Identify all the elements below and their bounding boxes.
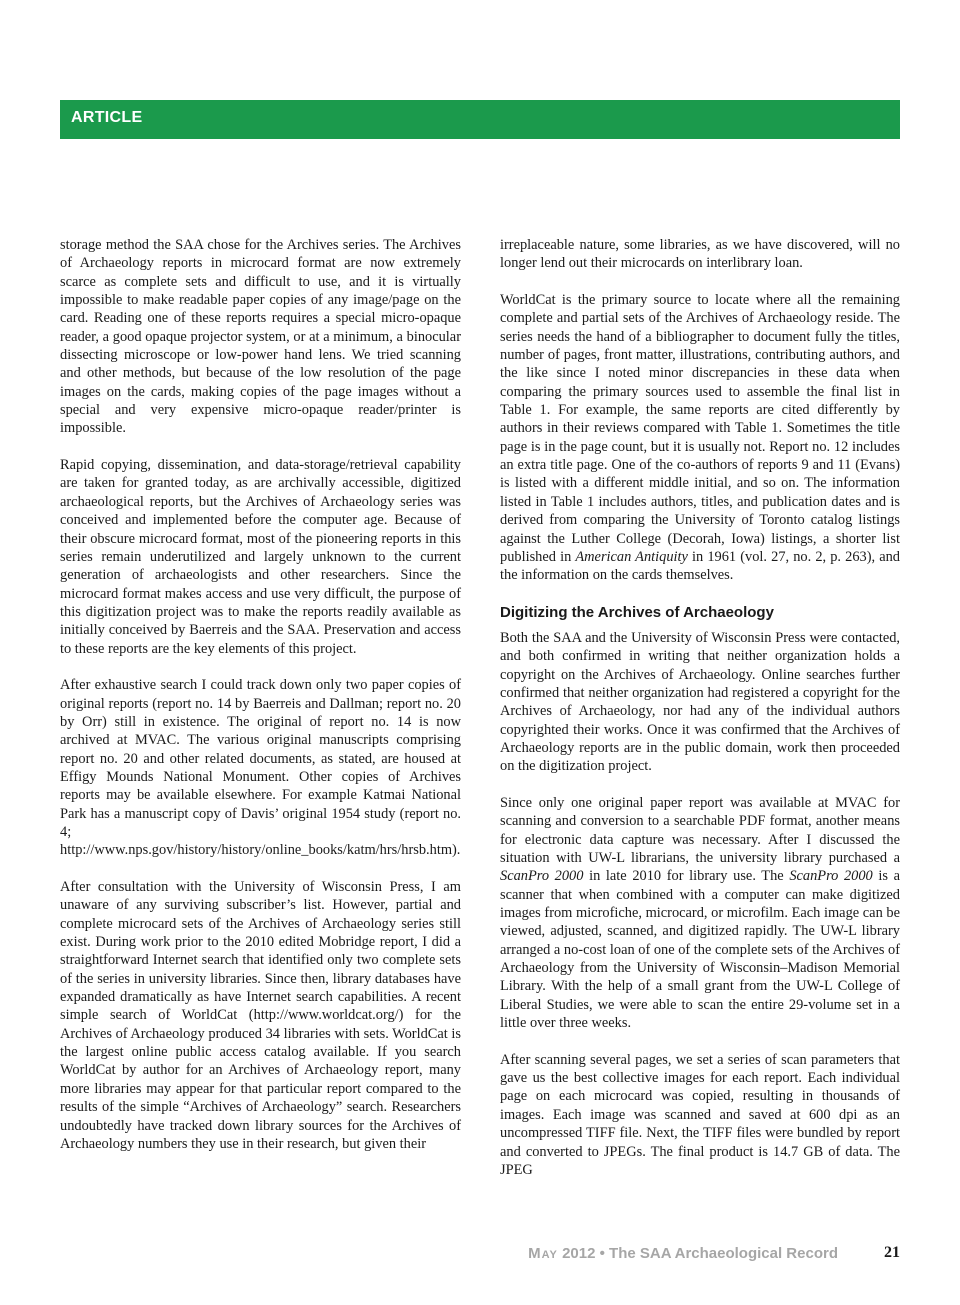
right-column	[500, 236, 900, 1198]
left-column	[60, 236, 461, 1172]
product-name: ScanPro 2000	[789, 868, 873, 885]
paragraph: Rapid copying, dissemination, and data-storage/retrieval capability are taken for granted today, as are archivally accessible, digitized archaeological reports, but the Archives of Archaeology series was conceived and implemented before the computer age. Because of their obscure microcard format, most of the pioneering reports in this series remain underutilized and largely unknown to the current generation of archaeologists and other researchers. Since the microcard format makes access and use very difficult, the purpose of this digitization project was to make the reports readily available as initially conceived by Baerreis and the SAA. Preservation and access to these reports are the key elements of this project.	[60, 457, 461, 657]
paragraph-text: in 1961 (vol. 27, no. 2, p. 263), and the information on the cards themselves.	[500, 548, 900, 584]
paragraph	[500, 794, 900, 1032]
journal-title: American Antiquity	[575, 548, 688, 565]
publication-title: The SAA Archaeological Record	[609, 1245, 838, 1262]
issue-year: 2012	[562, 1245, 596, 1262]
separator: •	[595, 1245, 610, 1262]
issue-month: May	[528, 1245, 558, 1262]
paragraph: After consultation with the University of Wisconsin Press, I am unaware of any surviving subscriber’s list. However, partial and complete microcard sets of the Archives of Archaeology series still exist. During work prior to the 2010 edited Mobridge report, I did a straightforward Internet search that identified only two complete sets of the series in university libraries. Since then, library databases have expanded dramatically as have Internet search capabilities. A recent simple search of WorldCat (http://www.worldcat.org/) for the Archives of Archaeology produced 34 libraries with sets. WorldCat is the largest online public access catalog available. If you search WorldCat by author for an Archives of Archaeology report, many more libraries may appear for that particular report compared to the results of the simple “Archives of Archaeology” search. Researchers undoubtedly have tracked down library sources for the Archives of Archaeology numbers they use in their research, but given their	[60, 879, 461, 1152]
paragraph-text: in late 2010 for library use. The	[583, 868, 790, 885]
paragraph-text: WorldCat is the primary source to locate where all the remaining complete and partial sets of the Archives of Archaeology reside. The series needs the hand of a bibliographer to document fully the titles, number of pages, front matter, illustrations, contributing authors, and the like since I noted minor discrepancies in these data when comparing the primary sources used to assemble the final list in Table 1. For example, the same reports are cited differently by authors in their reviews compared with Table 1. Sometimes the title page is in the page count, but it is usually not. Report no. 12 includes an extra title page. One of the co-authors of reports 9 and 11 (Evans) is listed with a different middle initial, and so on. The information listed in Table 1 includes authors, titles, and publication dates and is derived from comparing the University of Toronto catalog listings against the Luther College (Decorah, Iowa) listings, a shorter list published in	[500, 292, 900, 565]
section-heading: Digitizing the Archives of Archaeology	[500, 603, 774, 621]
paragraph: After exhaustive search I could track down only two paper copies of original reports (report no. 14 by Baerreis and Dallman; report no. 20 by Orr) still in existence. The original of report no. 14 is now archived at MVAC. The various original manuscripts comprising report no. 20 and other related documents, as stated, are housed at Effigy Mounds National Monument. Other copies of Archives reports may be available elsewhere. For example Katmai National Park has a manuscript copy of Davis’ original 1954 study (report no. 4; http://www.nps.gov/history/history/online_books/katm/hrs/hrsb.htm).	[60, 677, 461, 859]
product-name: ScanPro 2000	[500, 868, 584, 885]
page-footer	[0, 1242, 960, 1266]
paragraph: irreplaceable nature, some libraries, as we have discovered, will no longer lend out their microcards on interlibrary loan.	[500, 237, 900, 272]
section-banner	[60, 100, 900, 139]
section-label: ARTICLE	[71, 109, 143, 126]
publication-line	[528, 1245, 838, 1262]
paragraph: storage method the SAA chose for the Archives series. The Archives of Archaeology reports in microcard format are now extremely scarce as complete sets and difficult to use, and it is virtually impossible to make readable paper copies of any image/page on the card. Reading one of these reports requires a special micro-opaque reader, a good opaque projector system, or at a minimum, a binocular dissecting microscope or low-power hand lens. We tried scanning and other methods, but because of the low resolution of the page images on the cards, making copies of the page images without a special and very expensive micro-opaque reader/printer is impossible.	[60, 237, 461, 437]
page-number: 21	[884, 1244, 900, 1261]
paragraph-text: Since only one original paper report was available at MVAC for scanning and conversion to a searchable PDF format, another means for electronic data capture was necessary. After I discussed the situation with UW-L librarians, the university library purchased a	[500, 794, 900, 866]
paragraph-text: is a scanner that when combined with a computer can make digitized images from microfiche, microcard, or microfilm. Each image can be viewed, adjusted, scanned, and digitized rapidly. The UW-L library arranged a no-cost loan of one of the complete sets of the Archives of Archaeology from the University of Wisconsin–Madison Memorial Library. With the help of a small grant from the UW-L College of Liberal Studies, we were able to scan the entire 29-volume set in a little over three weeks.	[500, 868, 901, 1032]
paragraph: Both the SAA and the University of Wisconsin Press were contacted, and both confirmed in writing that neither organization holds a copyright on the Archives of Archaeology. Online searches further confirmed that neither organization had registered a copyright for the Archives of Archaeology, nor had any of the individual authors copyrighted their works. Once it was confirmed that the Archives of Archaeology reports are in the public domain, work then proceeded on the digitization project.	[500, 629, 900, 775]
paragraph: After scanning several pages, we set a series of scan parameters that gave us the best collective images for each report. Each individual page on each microcard was copied, resulting in thousands of images. Each image was scanned and saved at 600 dpi as an uncompressed TIFF file. Next, the TIFF files were bundled by report and converted to JPEGs. The final product is 14.7 GB of data. The JPEG	[500, 1051, 900, 1178]
paragraph	[500, 291, 900, 585]
